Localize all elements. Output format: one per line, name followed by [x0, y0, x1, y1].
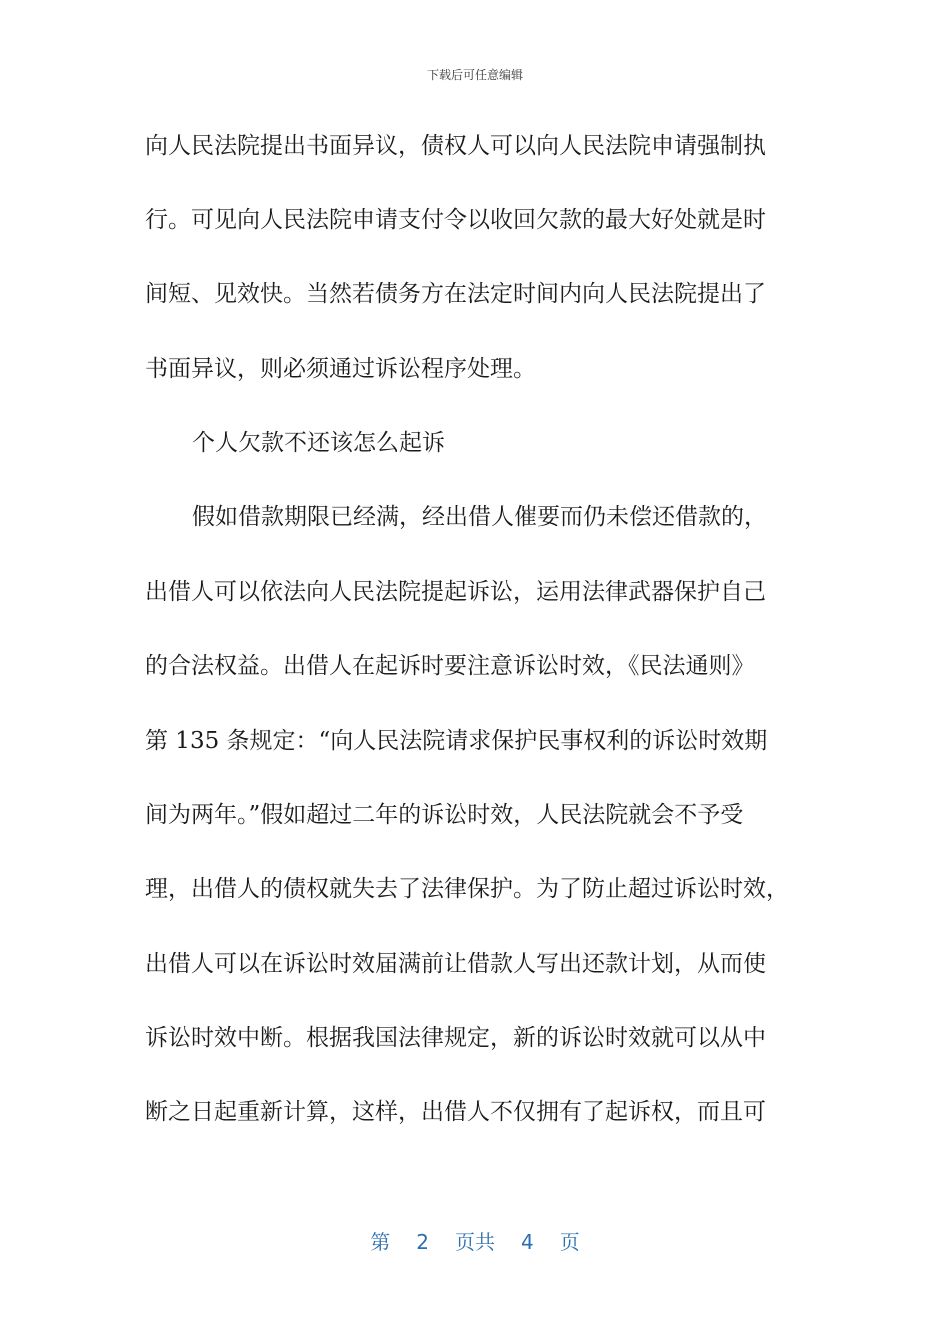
- page-footer: [0, 1226, 950, 1255]
- page-header: 下载后可任意编辑: [426, 68, 523, 82]
- text-line: 行。可见向人民法院申请支付令以收回欠款的最大好处就是时: [145, 207, 766, 233]
- footer-middle: 页共: [455, 1230, 495, 1254]
- text-line: 假如借款期限已经满，经出借人催要而仍未偿还借款的，: [192, 504, 767, 530]
- text-line: 向人民法院提出书面异议，债权人可以向人民法院申请强制执: [145, 133, 766, 159]
- section-heading: 个人欠款不还该怎么起诉: [192, 430, 445, 456]
- current-page-number: 2: [416, 1230, 429, 1254]
- text-line: 诉讼时效中断。根据我国法律规定，新的诉讼时效就可以从中: [145, 1025, 766, 1051]
- text-line: 书面异议，则必须通过诉讼程序处理。: [145, 356, 536, 382]
- text-line: 间为两年。”假如超过二年的诉讼时效，人民法院就会不予受: [145, 802, 744, 828]
- text-line: 的合法权益。出借人在起诉时要注意诉讼时效，《民法通则》: [145, 653, 755, 679]
- footer-suffix: 页: [559, 1230, 580, 1254]
- text-line: 间短、见效快。当然若债务方在法定时间内向人民法院提出了: [145, 281, 766, 307]
- total-pages-number: 4: [521, 1230, 534, 1254]
- text-line: 出借人可以依法向人民法院提起诉讼，运用法律武器保护自己: [145, 579, 766, 605]
- text-line: 断之日起重新计算，这样，出借人不仅拥有了起诉权，而且可: [145, 1099, 766, 1125]
- text-line: 理，出借人的债权就失去了法律保护。为了防止超过诉讼时效，: [145, 876, 789, 902]
- text-line: 第 135 条规定：“向人民法院请求保护民事权利的诉讼时效期: [145, 728, 768, 754]
- text-line: 出借人可以在诉讼时效届满前让借款人写出还款计划，从而使: [145, 951, 766, 977]
- footer-prefix: 第: [370, 1230, 391, 1254]
